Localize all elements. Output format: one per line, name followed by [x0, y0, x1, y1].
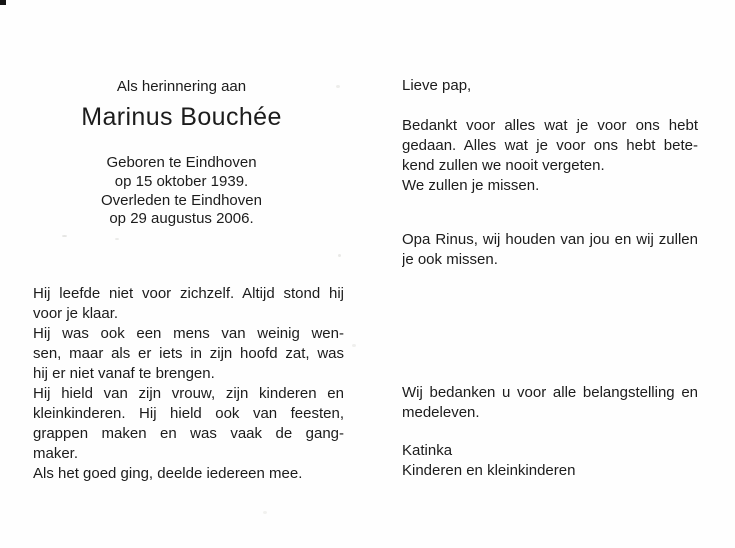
signature-line: Kinderen en kleinkinderen [402, 462, 576, 479]
grandchildren-line: je ook missen. [402, 251, 498, 268]
birth-date-line: op 15 oktober 1939. [114, 172, 249, 190]
memorial-paragraph [33, 284, 344, 484]
death-place-line: Overleden te Eindhoven [101, 191, 262, 209]
memorial-line: hij er niet vanaf te brengen. [33, 365, 215, 382]
life-dates-block [20, 154, 343, 229]
scan-speck [115, 238, 119, 240]
message-line: kend zullen we nooit vergeten. [402, 157, 605, 174]
signature-line: Katinka [402, 442, 453, 459]
message-line: Bedankt voor alles wat je voor ons hebt [402, 117, 698, 134]
memorial-line: grappen maken en was vaak de gang- [33, 425, 344, 442]
scan-speck [352, 344, 356, 347]
thanks-line: medeleven. [402, 404, 480, 421]
birth-place-line: Geboren te Eindhoven [106, 154, 257, 171]
message-line: gedaan. Alles wat je voor ons hebt bete- [402, 137, 698, 154]
grandchildren-message-block [402, 230, 698, 270]
message-line: We zullen je missen. [402, 177, 540, 194]
salutation-line: Lieve pap, [402, 77, 472, 94]
scan-speck [62, 235, 67, 237]
memorial-line: Hij hield van zijn vrouw, zijn kinderen en [33, 385, 344, 402]
memorial-line: maker. [33, 445, 79, 462]
deceased-name: Marinus Bouchée [81, 103, 282, 131]
grandchildren-line: Opa Rinus, wij houden van jou en wij zullen [402, 231, 698, 248]
thank-you-message-block [402, 116, 698, 196]
thanks-line: Wij bedanken u voor alle belangstelling en [402, 384, 698, 401]
salutation-block [402, 76, 698, 96]
condolence-thanks-block [402, 383, 698, 423]
memorial-line: Als het goed ging, deelde iedereen mee. [33, 465, 303, 482]
memorial-line: Hij leefde niet voor zichzelf. Altijd stond hij [33, 285, 344, 302]
scan-speck [263, 511, 267, 514]
memorial-line: voor je klaar. [33, 305, 119, 322]
signature-block [402, 441, 698, 481]
scan-artifact-corner [0, 0, 6, 5]
scan-speck [338, 254, 341, 257]
memorial-line: kleinkinderen. Hij hield ook van feesten, [33, 405, 344, 422]
death-date-line: op 29 augustus 2006. [109, 210, 254, 228]
memorial-line: sen, maar als er iets in zijn hoofd zat, was [33, 345, 344, 362]
memorial-line: Hij was ook een mens van weinig wen- [33, 325, 344, 342]
dedication-line: Als herinnering aan [116, 78, 247, 95]
